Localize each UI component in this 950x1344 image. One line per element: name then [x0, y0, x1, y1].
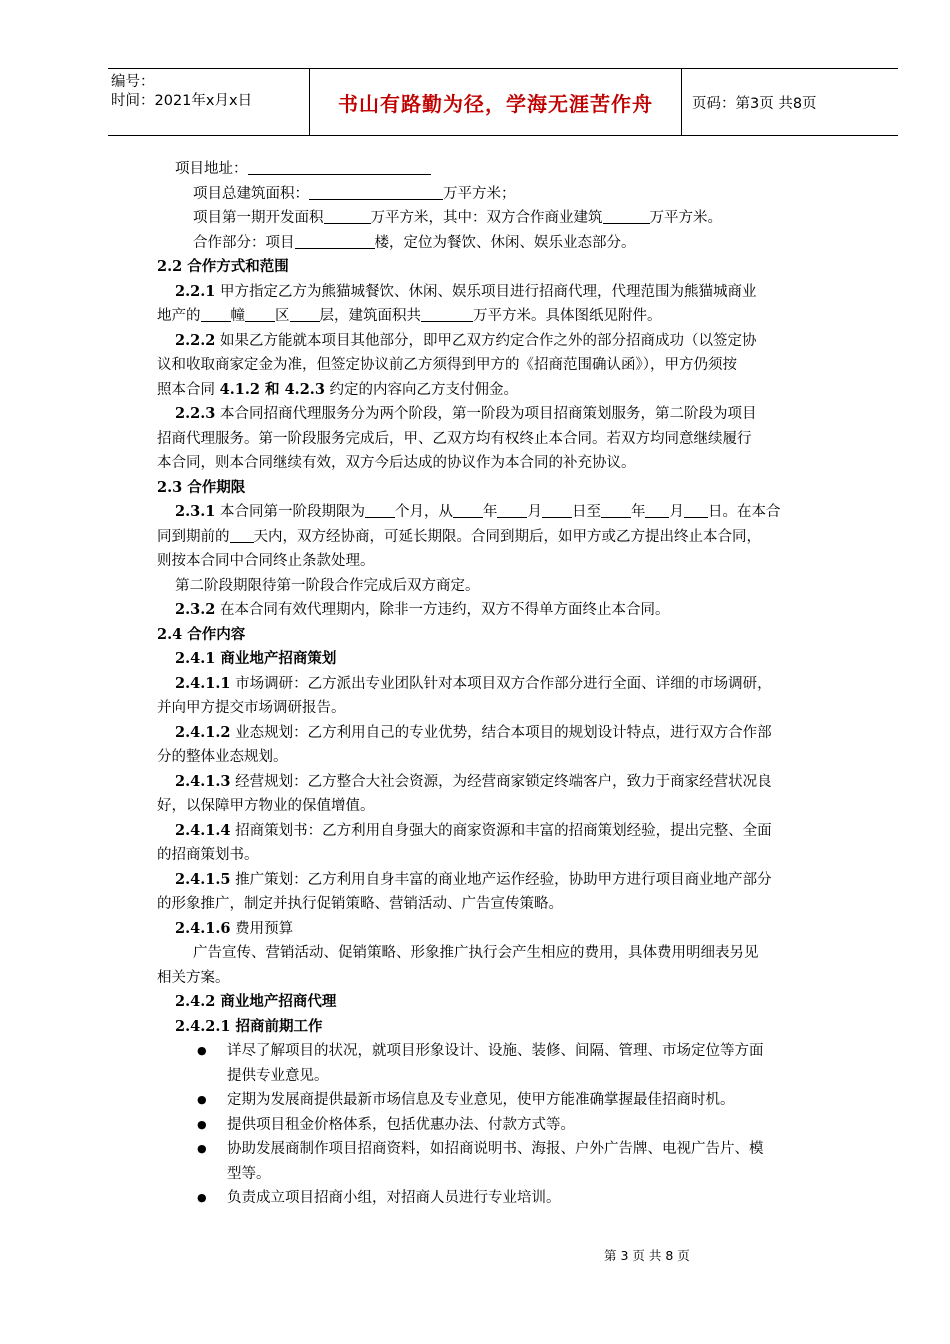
paragraph-line	[157, 329, 857, 354]
text: 地产的	[157, 308, 201, 324]
bullet-continuation	[157, 1064, 857, 1089]
blank-field	[497, 500, 527, 518]
text: 业态规划：乙方利用自己的专业优势，结合本项目的规划设计特点，进行双方合作部	[230, 724, 772, 741]
blank-field	[684, 500, 708, 518]
text: 同到期前的	[157, 528, 230, 545]
bullet-text: 负责成立项目招商小组，对招商人员进行专业培训。	[227, 1190, 561, 1206]
page-footer: 第 3 页 共 8 页	[604, 1248, 690, 1263]
bullet-text: 定期为发展商提供最新市场信息及专业意见，使甲方能准确掌握最佳招商时机。	[227, 1092, 735, 1108]
text: 招商策划书：乙方利用自身强大的商家资源和丰富的招商策划经验，提出完整、全面	[230, 822, 772, 839]
paragraph-line: 并向甲方提交市场调研报告。	[157, 700, 346, 716]
paragraph-line	[157, 231, 857, 256]
blank-field	[421, 304, 473, 322]
bullet-icon: ●	[197, 1142, 207, 1155]
paragraph-line: 的招商策划书。	[157, 847, 259, 863]
header-page-info: 页码：第3页 共8页	[692, 95, 817, 112]
bullet-item	[157, 1137, 857, 1162]
paragraph-line: 好，以保障甲方物业的保值增值。	[157, 798, 375, 814]
paragraph-line	[157, 182, 857, 207]
blank-field	[245, 304, 275, 322]
subsection-heading: 2.4.2 商业地产招商代理	[175, 993, 337, 1010]
blank-field	[230, 525, 254, 543]
text: 万平方米；	[443, 185, 516, 202]
paragraph-line	[157, 721, 857, 746]
doc-time-label: 时间：2021年x月x日	[111, 93, 253, 109]
paragraph-line: 的形象推广，制定并执行促销策略、营销活动、广告宣传策略。	[157, 896, 563, 912]
text: 日。在本合	[707, 504, 781, 520]
paragraph-line: 第二阶段期限待第一阶段合作完成后双方商定。	[175, 577, 480, 594]
paragraph-line	[157, 672, 857, 697]
clause-number: 2.2.1	[175, 282, 216, 300]
text: 如果乙方能就本项目其他部分，即甲乙双方约定合作之外的部分招商成功（以签定协	[215, 332, 757, 349]
text: 项目总建筑面积：	[193, 185, 309, 202]
clause-number: 2.4.1.3	[175, 772, 231, 790]
text: 月	[527, 504, 542, 520]
blank-field	[601, 500, 631, 518]
bullet-icon: ●	[197, 1191, 207, 1204]
header-meta	[108, 69, 310, 135]
blank-field	[453, 500, 483, 518]
blank-field	[295, 231, 375, 249]
paragraph-line: 则按本合同中合同终止条款处理。	[157, 553, 375, 569]
header-motto: 书山有路勤为径，学海无涯苦作舟	[310, 69, 682, 135]
paragraph-line	[157, 525, 857, 550]
paragraph-line	[157, 770, 857, 795]
paragraph-line	[157, 304, 857, 329]
paragraph-line: 议和收取商家定金为准，但签定协议前乙方须得到甲方的《招商范围确认函》），甲方仍须按	[157, 357, 737, 373]
bullet-continuation	[157, 1162, 857, 1187]
text: 本合同招商代理服务分为两个阶段，第一阶段为项目招商策划服务，第二阶段为项目	[215, 406, 757, 422]
paragraph-line	[157, 868, 857, 893]
clause-number: 2.4.1.1	[175, 674, 231, 692]
paragraph-line	[157, 157, 857, 182]
text: 经营规划：乙方整合大社会资源，为经营商家锁定终端客户，致力于商家经营状况良	[230, 773, 772, 790]
text: 万平方米。	[649, 210, 722, 226]
text: 合作部分：项目	[193, 234, 295, 251]
clause-number: 2.4.1.2	[175, 723, 231, 741]
text: 楼，定位为餐饮、休闲、娱乐业态部分。	[374, 234, 636, 251]
blank-field	[603, 206, 650, 224]
clause-number: 2.3.1	[175, 503, 216, 520]
section-heading: 2.4 合作内容	[157, 625, 246, 643]
paragraph-line: 相关方案。	[157, 969, 230, 986]
bullet-icon: ●	[197, 1044, 207, 1057]
bullet-text: 型等。	[227, 1165, 271, 1182]
bullet-item	[157, 1039, 857, 1064]
text: 区	[275, 308, 290, 324]
blank-field	[542, 500, 572, 518]
blank-field	[309, 182, 443, 200]
document-body	[157, 157, 857, 1211]
paragraph-line	[157, 206, 857, 231]
text: 日至	[571, 504, 601, 520]
clause-number: 2.3.2	[175, 601, 216, 618]
text: 在本合同有效代理期内，除非一方违约，双方不得单方面终止本合同。	[215, 602, 670, 618]
blank-field	[290, 304, 320, 322]
paragraph-line	[157, 917, 857, 942]
bullet-text: 提供项目租金价格体系，包括优惠办法、付款方式等。	[227, 1116, 575, 1133]
text: 本合同第一阶段期限为	[215, 504, 365, 520]
text: 万平方米。具体图纸见附件。	[473, 308, 662, 324]
text: 照本合同	[157, 381, 220, 398]
text: 年	[630, 504, 646, 520]
bullet-text: 提供专业意见。	[227, 1067, 329, 1084]
paragraph-line: 广告宣传、营销活动、促销策略、形象推广执行会产生相应的费用，具体费用明细表另见	[193, 945, 759, 961]
section-heading: 2.2 合作方式和范围	[157, 258, 289, 275]
clause-number: 2.4.1.5	[175, 870, 231, 888]
bullet-text: 协助发展商制作项目招商资料，如招商说明书、海报、户外广告牌、电视广告片、模	[227, 1141, 764, 1157]
paragraph-line	[157, 402, 857, 427]
blank-field	[324, 206, 371, 224]
page-header	[108, 68, 898, 136]
blank-field	[645, 500, 669, 518]
text: 个月，从	[394, 504, 453, 520]
section-heading: 2.3 合作期限	[157, 478, 246, 496]
text: 市场调研：乙方派出专业团队针对本项目双方合作部分进行全面、详细的市场调研，	[230, 675, 772, 692]
blank-field	[248, 157, 431, 175]
clause-reference: 4.1.2 和 4.2.3	[219, 380, 325, 398]
bullet-icon: ●	[197, 1093, 207, 1106]
subsection-heading: 2.4.1 商业地产招商策划	[175, 650, 337, 667]
paragraph-line	[157, 378, 857, 403]
text: 月	[669, 504, 684, 520]
text: 层，建筑面积共	[319, 308, 421, 324]
paragraph-line	[157, 819, 857, 844]
text: 项目地址：	[175, 161, 248, 177]
text: 费用预算	[230, 920, 294, 937]
paragraph-line	[157, 500, 857, 525]
blank-field	[201, 304, 231, 322]
paragraph-line: 分的整体业态规划。	[157, 749, 288, 765]
text: 约定的内容向乙方支付佣金。	[324, 381, 519, 398]
text: 天内，双方经协商，可延长期限。合同到期后，如甲方或乙方提出终止本合同，	[253, 528, 761, 545]
text: 推广策划：乙方利用自身丰富的商业地产运作经验，协助甲方进行项目商业地产部分	[230, 871, 772, 888]
text: 年	[482, 504, 498, 520]
subsection-heading: 2.4.2.1 招商前期工作	[175, 1017, 323, 1035]
clause-number: 2.4.1.6	[175, 919, 231, 937]
text: 万平方米，其中：双方合作商业建筑	[370, 210, 603, 226]
clause-number: 2.2.2	[175, 331, 216, 349]
bullet-item	[157, 1113, 857, 1138]
bullet-item	[157, 1088, 857, 1113]
clause-number: 2.4.1.4	[175, 821, 231, 839]
text: 甲方指定乙方为熊猫城餐饮、休闲、娱乐项目进行招商代理，代理范围为熊猫城商业	[215, 283, 757, 300]
doc-number-label: 编号：	[111, 74, 155, 90]
clause-number: 2.2.3	[175, 405, 216, 422]
paragraph-line: 本合同，则本合同继续有效，双方今后达成的协议作为本合同的补充协议。	[157, 455, 636, 471]
paragraph-line	[157, 280, 857, 305]
bullet-icon: ●	[197, 1117, 207, 1131]
text: 项目第一期开发面积	[193, 210, 324, 226]
paragraph-line	[157, 598, 857, 623]
bullet-item	[157, 1186, 857, 1211]
blank-field	[365, 500, 395, 518]
paragraph-line: 招商代理服务。第一阶段服务完成后，甲、乙双方均有权终止本合同。若双方均同意继续履行	[157, 430, 752, 447]
text: 幢	[230, 308, 245, 324]
bullet-text: 详尽了解项目的状况，就项目形象设计、设施、装修、间隔、管理、市场定位等方面	[227, 1043, 764, 1059]
